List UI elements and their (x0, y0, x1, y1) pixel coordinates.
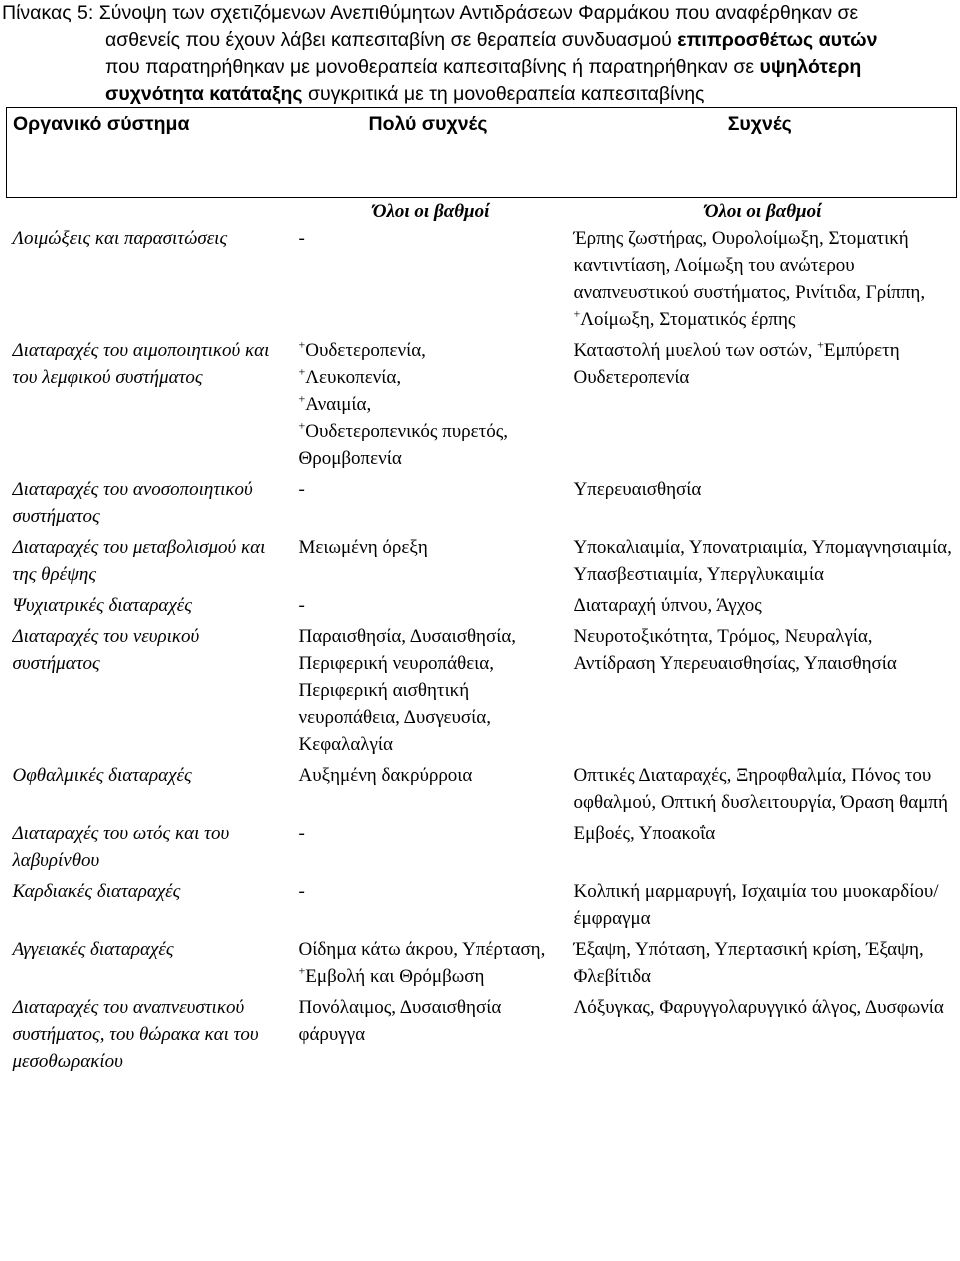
table-row (7, 592, 957, 623)
header-organ-system: Οργανικό σύστημα (13, 113, 190, 135)
common-cell: Οπτικές Διαταραχές, Ξηροφθαλμία, Πόνος του οφθαλμού, Οπτική δυσλειτουργία, Όραση θαμπή (573, 765, 948, 813)
table-row (7, 476, 957, 534)
very-common-cell: - (298, 479, 305, 500)
table-row (7, 936, 957, 994)
table-header-row (7, 108, 957, 198)
table-row (7, 762, 957, 820)
table-row (7, 878, 957, 936)
common-cell: Υπερευαισθησία (573, 479, 702, 500)
organ-system: Ψυχιατρικές διαταραχές (12, 595, 192, 616)
very-common-cell: - (298, 881, 305, 902)
very-common-cell: - (298, 228, 305, 249)
header-common: Συχνές (727, 113, 792, 135)
common-cell: Εμβοές, Υποακοΐα (573, 823, 716, 844)
table-caption (0, 0, 950, 108)
organ-system: Αγγειακές διαταραχές (12, 939, 174, 960)
very-common-cell: +Ουδετεροπενία, +Λευκοπενία, +Αναιμία, +Ουδετεροπενικός πυρετός, Θρομβοπενία (298, 337, 509, 469)
common-cell: Καταστολή μυελού των οστών, +Εμπύρετη Ουδετεροπενία (573, 337, 900, 388)
organ-system: Διαταραχές του νευρικού συστήματος (12, 626, 200, 674)
organ-system: Διαταραχές του ανοσοποιητικού συστήματος (12, 479, 253, 527)
grade-label-very-common: Όλοι οι βαθμοί (372, 201, 490, 222)
caption-line-4: συχνότητα κατάταξης συγκριτικά με τη μονοθεραπεία καπεσιταβίνης (105, 83, 705, 105)
organ-system: Διαταραχές του αναπνευστικού συστήματος, του θώρακα και του μεσοθωρακίου (12, 997, 259, 1072)
table-row (7, 337, 957, 476)
common-cell: Κολπική μαρμαρυγή, Ισχαιμία του μυοκαρδίου/έμφραγμα (573, 881, 939, 929)
header-very-common: Πολύ συχνές (368, 113, 488, 135)
organ-system: Διαταραχές του μεταβολισμού και της θρέψης (12, 537, 266, 585)
table-row (7, 534, 957, 592)
caption-line-2: ασθενείς που έχουν λάβει καπεσιταβίνη σε θεραπεία συνδυασμού επιπροσθέτως αυτών (105, 29, 878, 51)
table-row (7, 820, 957, 878)
organ-system: Λοιμώξεις και παρασιτώσεις (12, 228, 228, 249)
common-cell: Έξαψη, Υπόταση, Υπερτασική κρίση, Έξαψη, Φλεβίτιδα (573, 939, 924, 987)
grades-row (7, 198, 957, 226)
very-common-cell: Παραισθησία, Δυσαισθησία, Περιφερική νευροπάθεια, Περιφερική αισθητική νευροπάθεια, Δυσγευσία, Κεφαλαλγία (298, 626, 517, 755)
common-cell: Υποκαλιαιμία, Υπονατριαιμία, Υπομαγνησιαιμία, Υπασβεστιαιμία, Υπεργλυκαιμία (573, 537, 952, 585)
caption-line-1: Πίνακας 5: Σύνοψη των σχετιζόμενων Ανεπιθύμητων Αντιδράσεων Φαρμάκου που αναφέρθηκαν σε (2, 2, 859, 24)
caption-line-3: που παρατηρήθηκαν με μονοθεραπεία καπεσιταβίνης ή παρατηρήθηκαν σε υψηλότερη (105, 56, 862, 78)
organ-system: Διαταραχές του ωτός και του λαβυρίνθου (12, 823, 230, 871)
organ-system: Οφθαλμικές διαταραχές (12, 765, 192, 786)
common-cell: Λόξυγκας, Φαρυγγολαρυγγικό άλγος, Δυσφωνία (573, 997, 944, 1018)
very-common-cell: Μειωμένη όρεξη (298, 537, 428, 558)
adverse-reactions-table (6, 107, 957, 1079)
table-row (7, 623, 957, 762)
very-common-cell: - (298, 595, 305, 616)
very-common-cell: Αυξημένη δακρύρροια (298, 765, 473, 786)
organ-system: Διαταραχές του αιμοποιητικού και του λεμφικού συστήματος (12, 340, 270, 388)
table-row (7, 994, 957, 1079)
very-common-cell: Πονόλαιμος, Δυσαισθησία φάρυγγα (298, 997, 502, 1045)
common-cell: Νευροτοξικότητα, Τρόμος, Νευραλγία, Αντίδραση Υπερευαισθησίας, Υπαισθησία (573, 626, 897, 674)
grade-label-common: Όλοι οι βαθμοί (704, 201, 822, 222)
common-cell: Έρπης ζωστήρας, Ουρολοίμωξη, Στοματική καντιντίαση, Λοίμωξη του ανώτερου αναπνευστικού συστήματος, Ρινίτιδα, Γρίππη, +Λοίμωξη, Στοματικός έρπης (573, 228, 926, 330)
common-cell: Διαταραχή ύπνου, Άγχος (573, 595, 762, 616)
table-row (7, 225, 957, 337)
organ-system: Καρδιακές διαταραχές (12, 881, 181, 902)
very-common-cell: Οίδημα κάτω άκρου, Υπέρταση, +Εμβολή και Θρόμβωση (298, 939, 546, 987)
very-common-cell: - (298, 823, 305, 844)
